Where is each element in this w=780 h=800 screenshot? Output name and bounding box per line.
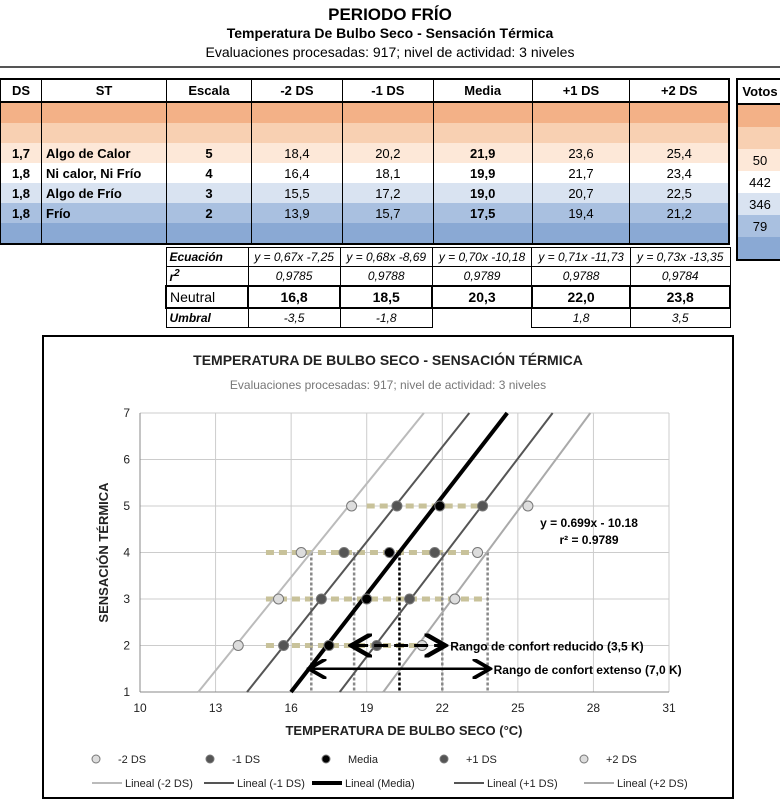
y-axis-label: SENSACIÓN TÉRMICA [96,482,111,623]
data-point [324,641,334,651]
cell-escala: 5 [167,143,252,163]
cell-escala [167,223,252,244]
reduced-range-label: Rango de confort reducido (3,5 K) [450,639,644,654]
data-point [478,501,488,511]
x-tick-label: 10 [133,701,147,715]
cell-p2: 23,4 [630,163,729,183]
data-point [316,594,326,604]
cell-media: 21,9 [433,143,532,163]
y-tick-label: 1 [123,685,130,699]
col-m1: -1 DS [342,79,433,102]
table-row [1,163,730,183]
eq-cell-neutral: 20,3 [432,286,532,308]
table-row [1,223,730,244]
x-tick-label: 22 [435,701,449,715]
cell-ds: 1,8 [1,203,42,223]
eq-cell-neutral: 23,8 [630,286,730,308]
cell-ds: 1,8 [1,163,42,183]
eq-label-neutral: Neutral [166,286,248,308]
cell-p1: 23,6 [532,143,630,163]
cell-media [433,102,532,123]
trend-r2: r² = 0.9789 [559,533,619,547]
cell-m1: 17,2 [342,183,433,203]
cell-p2: 25,4 [630,143,729,163]
page-title: PERIODO FRÍO [328,5,452,24]
divider [0,66,780,68]
x-tick-label: 19 [360,701,374,715]
table-row [1,102,730,123]
data-point [473,548,483,558]
x-tick-label: 13 [208,701,223,715]
cell-p2 [630,223,729,244]
col-votos: Votos [737,79,780,104]
votes-row [737,127,780,149]
data-point [296,548,306,558]
eq-cell-r2: 0,9785 [248,267,340,287]
eq-cell-ecuacion: y = 0,68x -8,69 [340,248,432,267]
cell-ds [1,123,42,143]
r2-label: r [169,270,175,284]
data-point [384,548,394,558]
cell-votos [737,127,780,149]
data-point [450,594,460,604]
cell-m1 [342,123,433,143]
y-tick-label: 6 [123,452,130,467]
cell-escala [167,123,252,143]
cell-votos: 50 [752,152,768,168]
cell-votos: 346 [749,196,771,212]
cell-m1: 20,2 [342,143,433,163]
chart-svg [44,337,732,797]
col-m2: -2 DS [252,79,343,102]
cell-st: Algo de Frío [42,183,167,203]
cell-m2: 15,5 [252,183,343,203]
data-point [339,548,349,558]
cell-st [42,223,167,244]
cell-p1 [532,123,630,143]
eq-cell-umbral [432,308,532,328]
col-p2: +2 DS [630,79,729,102]
page-subtitle: Temperatura De Bulbo Seco - Sensación Térmica [226,25,554,41]
cell-st: Ni calor, Ni Frío [42,163,167,183]
r2-sup: 2 [174,268,180,279]
legend-label: +2 DS [606,754,637,766]
eq-cell-ecuacion: y = 0,67x -7,25 [248,248,340,267]
eq-label-r2 [166,267,248,287]
table-row [1,143,730,163]
x-tick-label: 16 [284,701,298,715]
eq-cell-umbral: -3,5 [248,308,340,328]
cell-votos: 79 [752,218,768,234]
cell-p1 [532,223,630,244]
votes-table [736,78,780,261]
data-point [279,641,289,651]
data-point [523,501,533,511]
legend-marker [92,755,100,763]
table-row [1,183,730,203]
x-tick-label: 31 [662,701,676,715]
cell-p1: 19,4 [532,203,630,223]
y-tick-label: 7 [123,406,130,420]
cell-ds [1,102,42,123]
cell-escala: 2 [167,203,252,223]
col-ds: DS [1,79,42,102]
cell-ds: 1,7 [1,143,42,163]
equations-table [165,247,731,328]
cell-m1 [342,223,433,244]
eq-cell-r2: 0,9788 [340,267,432,287]
eq-row-ecuacion [166,248,730,267]
eq-cell-ecuacion: y = 0,71x -11,73 [532,248,631,267]
legend-label: Media [348,754,378,766]
chart [42,335,734,799]
eq-cell-r2: 0,9789 [432,267,532,287]
eq-cell-r2: 0,9784 [630,267,730,287]
chart-subtitle: Evaluaciones procesadas: 917; nivel de actividad: 3 niveles [229,378,547,392]
eq-label-ecuacion: Ecuación [166,248,248,267]
cell-p2: 22,5 [630,183,729,203]
x-tick-label: 25 [511,701,525,715]
data-point [362,594,372,604]
eq-cell-umbral: 1,8 [532,308,631,328]
legend-line-label: Lineal (+1 DS) [487,778,558,790]
col-media: Media [433,79,532,102]
data-point [405,594,415,604]
legend-marker [580,755,588,763]
eq-row-umbral [166,308,730,328]
cell-m2 [252,223,343,244]
y-tick-label: 2 [123,638,130,653]
cell-ds [1,223,42,244]
cell-votos [737,237,780,260]
x-axis-label: TEMPERATURA DE BULBO SECO (°C) [285,723,523,738]
cell-p2: 21,2 [630,203,729,223]
legend-line-label: Lineal (-2 DS) [125,778,193,790]
cell-st [42,102,167,123]
cell-media [433,223,532,244]
cell-m2: 13,9 [252,203,343,223]
cell-escala [167,102,252,123]
cell-m1: 15,7 [342,203,433,223]
extended-range-label: Rango de confort extenso (7,0 K) [493,662,682,677]
cell-m2 [252,123,343,143]
eq-row-neutral [166,286,730,308]
legend-label: +1 DS [466,754,497,766]
legend-line-label: Lineal (Media) [345,778,415,790]
cell-votos [737,104,780,127]
legend-marker [322,755,330,763]
votes-row [737,104,780,127]
eq-cell-r2: 0,9788 [532,267,631,287]
cell-p2 [630,123,729,143]
eq-cell-neutral: 18,5 [340,286,432,308]
eq-cell-neutral: 16,8 [248,286,340,308]
col-escala: Escala [167,79,252,102]
votes-row [737,237,780,260]
eq-cell-umbral: 3,5 [630,308,730,328]
cell-media: 19,9 [433,163,532,183]
cell-escala: 4 [167,163,252,183]
cell-escala: 3 [167,183,252,203]
data-table [0,78,730,245]
cell-m1: 18,1 [342,163,433,183]
cell-m2: 18,4 [252,143,343,163]
y-tick-label: 5 [123,499,130,513]
data-point [347,501,357,511]
data-point [233,641,243,651]
cell-m2 [252,102,343,123]
cell-ds: 1,8 [1,183,42,203]
trend-equation: y = 0.699x - 10.18 [540,516,638,530]
y-tick-label: 3 [123,592,130,606]
data-point [392,501,402,511]
data-point [430,548,440,558]
x-tick-label: 28 [586,701,601,715]
eq-cell-ecuacion: y = 0,70x -10,18 [432,248,532,267]
eq-label-umbral: Umbral [166,308,248,328]
data-point [274,594,284,604]
table-row [1,203,730,223]
legend-label: -2 DS [118,754,147,766]
page-info: Evaluaciones procesadas: 917; nivel de actividad: 3 niveles [205,44,575,60]
cell-st: Frío [42,203,167,223]
cell-media [433,123,532,143]
eq-cell-ecuacion: y = 0,73x -13,35 [630,248,730,267]
legend-line-label: Lineal (+2 DS) [617,778,688,790]
table-row [1,123,730,143]
cell-st: Algo de Calor [42,143,167,163]
cell-media: 19,0 [433,183,532,203]
eq-cell-umbral: -1,8 [340,308,432,328]
col-p1: +1 DS [532,79,630,102]
legend-marker [440,755,448,763]
cell-p1: 20,7 [532,183,630,203]
votes-row [737,215,780,237]
cell-m1 [342,102,433,123]
cell-p2 [630,102,729,123]
cell-media: 17,5 [433,203,532,223]
eq-cell-neutral: 22,0 [532,286,631,308]
y-tick-label: 4 [123,545,130,560]
legend-line-label: Lineal (-1 DS) [237,778,305,790]
chart-title: TEMPERATURA DE BULBO SECO - SENSACIÓN TÉRMICA [193,352,583,368]
legend-marker [206,755,214,763]
cell-votos: 442 [749,174,771,190]
eq-row-r2 [166,267,730,287]
cell-m2: 16,4 [252,163,343,183]
votes-row [737,149,780,171]
legend-label: -1 DS [232,754,261,766]
cell-p1: 21,7 [532,163,630,183]
cell-p1 [532,102,630,123]
cell-st [42,123,167,143]
col-st: ST [42,79,167,102]
votes-row [737,171,780,193]
data-point [435,501,445,511]
votes-row [737,193,780,215]
